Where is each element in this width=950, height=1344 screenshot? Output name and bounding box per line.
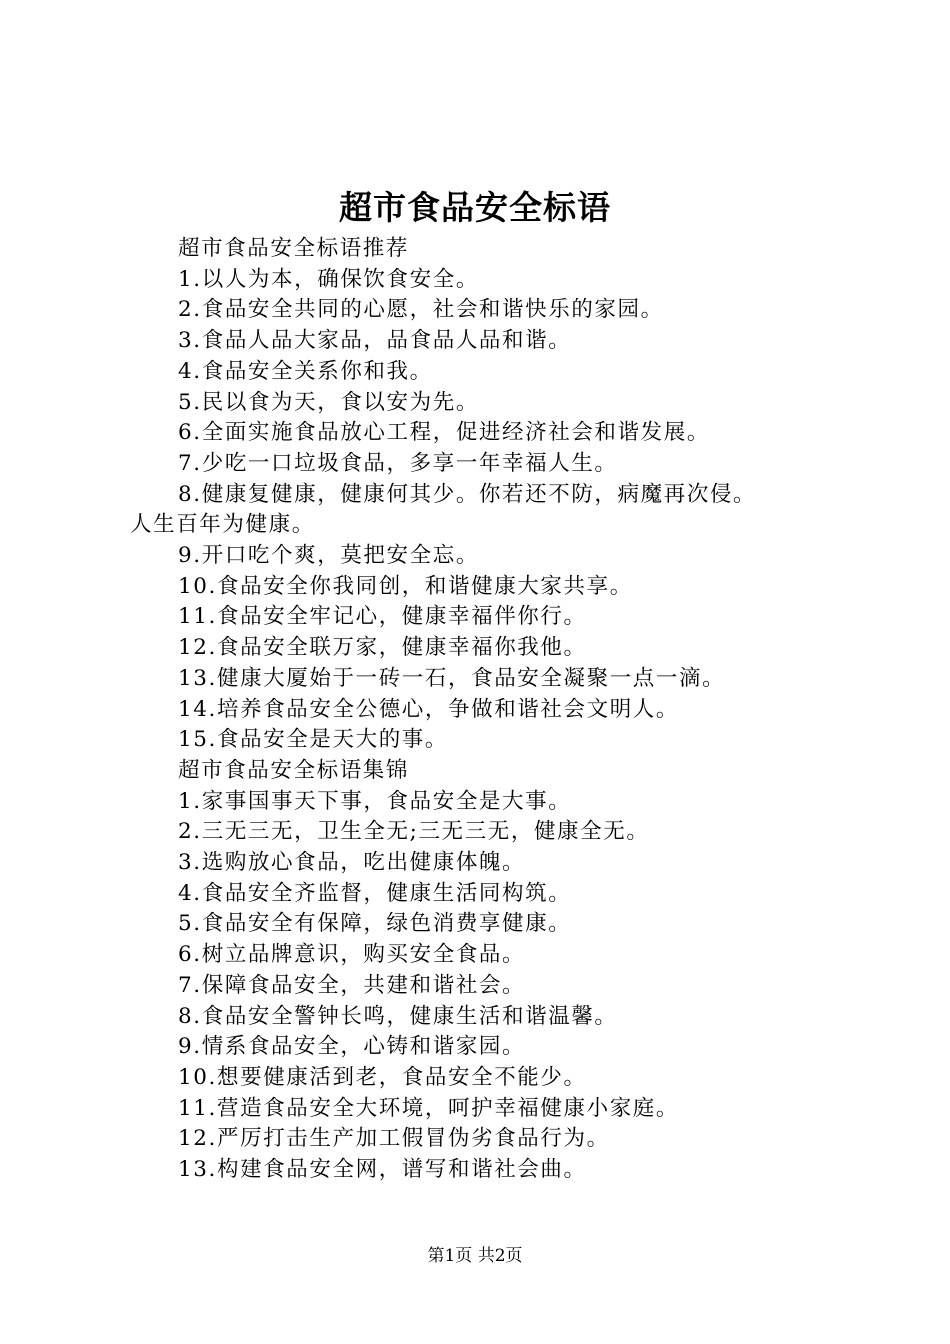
page-number-footer: 第1页 共2页 <box>427 1246 523 1266</box>
slogan-line: 13.构建食品安全网，谱写和谐社会曲。 <box>178 1157 587 1183</box>
document-title: 超市食品安全标语 <box>339 188 611 227</box>
slogan-line: 5.食品安全有保障，绿色消费享健康。 <box>178 911 572 937</box>
slogan-line: 12.严厉打击生产加工假冒伪劣食品行为。 <box>178 1126 610 1152</box>
slogan-line: 10.想要健康活到老，食品安全不能少。 <box>178 1064 587 1090</box>
slogan-line: 8.食品安全警钟长鸣，健康生活和谐温馨。 <box>178 1003 618 1029</box>
slogan-line: 12.食品安全联万家，健康幸福你我他。 <box>178 635 587 661</box>
slogan-line: 15.食品安全是天大的事。 <box>178 727 448 753</box>
slogan-line: 4.食品安全齐监督，健康生活同构筑。 <box>178 880 572 906</box>
slogan-line: 1.家事国事天下事，食品安全是大事。 <box>178 788 572 814</box>
slogan-line: 9.开口吃个爽，莫把安全忘。 <box>178 543 479 569</box>
slogan-line: 7.保障食品安全，共建和谐社会。 <box>178 972 526 998</box>
section-heading-recommended: 超市食品安全标语推荐 <box>178 236 410 261</box>
slogan-line: 6.全面实施食品放心工程，促进经济社会和谐发展。 <box>178 420 710 446</box>
slogan-line: 11.食品安全牢记心，健康幸福伴你行。 <box>178 604 587 630</box>
slogan-line: 3.选购放心食品，吃出健康体魄。 <box>178 850 526 876</box>
slogan-line: 2.三无三无，卫生全无;三无三无，健康全无。 <box>178 819 650 845</box>
slogan-line: 13.健康大厦始于一砖一石，食品安全凝聚一点一滴。 <box>178 665 726 691</box>
slogan-line: 10.食品安全你我同创，和谐健康大家共享。 <box>178 573 633 599</box>
section-heading-collection: 超市食品安全标语集锦 <box>178 757 410 783</box>
slogan-line: 14.培养食品安全公德心，争做和谐社会文明人。 <box>178 696 679 722</box>
slogan-line: 9.情系食品安全，心铸和谐家园。 <box>178 1034 526 1060</box>
slogan-line: 1.以人为本，确保饮食安全。 <box>178 266 479 292</box>
slogan-line: 7.少吃一口垃圾食品，多享一年幸福人生。 <box>178 450 618 476</box>
slogan-line: 8.健康复健康，健康何其少。你若还不防，病魔再次侵。 <box>178 481 757 507</box>
slogan-line: 11.营造食品安全大环境，呵护幸福健康小家庭。 <box>178 1095 679 1121</box>
slogan-line: 6.树立品牌意识，购买安全食品。 <box>178 942 526 968</box>
slogan-line: 2.食品安全共同的心愿，社会和谐快乐的家园。 <box>178 297 664 323</box>
slogan-line: 3.食品人品大家品，品食品人品和谐。 <box>178 328 572 354</box>
slogan-line-continuation: 人生百年为健康。 <box>130 512 315 538</box>
document-body <box>130 234 830 1186</box>
slogan-line: 5.民以食为天，食以安为先。 <box>178 389 479 415</box>
slogan-line: 4.食品安全关系你和我。 <box>178 358 433 384</box>
